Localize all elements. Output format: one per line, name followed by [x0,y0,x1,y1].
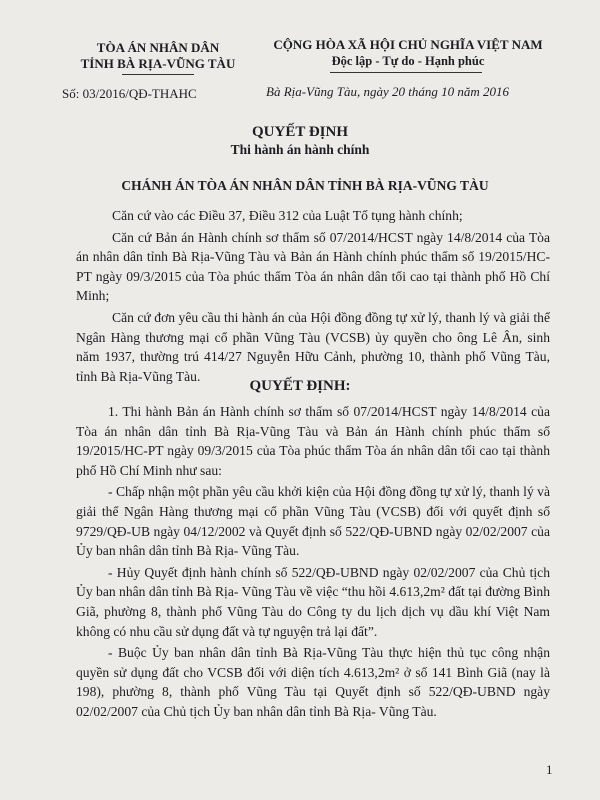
national-motto: Độc lập - Tự do - Hạnh phúc [331,54,485,68]
decision-item: - Buộc Ủy ban nhân dân tỉnh Bà Rịa-Vũng Tàu thực hiện thủ tục công nhận quyền sử dụng đất cho VCSB đối với diện tích 4.613,2m² ở số 141 Bình Giã (nay là 198), phường 8, thành phố Vũng Tàu tại Quyết định số 522/QĐ-UBND ngày 02/02/2007 của Chủ tịch Ủy ban nhân dân tỉnh Bà Rịa- Vũng Tàu. [76,645,550,719]
preamble-paragraph: Căn cứ vào các Điều 37, Điều 312 của Luật Tố tụng hành chính; [112,208,463,223]
decision-heading: QUYẾT ĐỊNH: [249,378,351,394]
preamble [76,206,550,388]
national-title: CỘNG HÒA XÃ HỘI CHỦ NGHĨA VIỆT NAM [273,37,543,52]
decision-item: - Hủy Quyết định hành chính số 522/QĐ-UBND ngày 02/02/2007 của Chủ tịch Ủy ban nhân dân tỉnh Bà Rịa- Vũng Tàu về việc “thu hồi 4.613,2m² đất tại đường Bình Giã, phường 8, thành phố Vũng Tàu do Công ty du lịch dịch vụ dầu khí Việt Nam không có nhu cầu sử dụng đất và tự nguyện trả lại đất”. [76,564,550,639]
decision-body [76,402,550,724]
issuer-heading: CHÁNH ÁN TÒA ÁN NHÂN DÂN TỈNH BÀ RỊA-VŨNG TÀU [121,178,489,193]
decision-item: 1. Thi hành Bản án Hành chính sơ thẩm số 07/2014/HCST ngày 14/8/2014 của Tòa án nhân dân tỉnh Bà Rịa-Vũng Tàu và Bản án Hành chính phúc thẩm số 19/2015/HC-PT ngày 09/3/2015 của Tòa phúc thẩm Tòa án nhân dân tối cao tại thành phố Hồ Chí Minh như sau: [76,404,550,478]
header-left-rule [122,74,194,75]
court-name-line2: TỈNH BÀ RỊA-VŨNG TÀU [80,56,236,71]
decision-subtitle: Thi hành án hành chính [230,142,370,157]
page-number: 1 [546,762,553,777]
preamble-paragraph: Căn cứ Bản án Hành chính sơ thẩm số 07/2014/HCST ngày 14/8/2014 của Tòa án nhân dân tỉnh Bà Rịa-Vũng Tàu và Bản án Hành chính phúc thẩm số 19/2015/HC-PT ngày 09/3/2015 của Tòa phúc thẩm Tòa án nhân dân tối cao tại thành phố Hồ Chí Minh; [76,229,550,304]
document-number: Số: 03/2016/QĐ-THAHC [62,86,197,101]
document-date: Bà Rịa-Vũng Tàu, ngày 20 tháng 10 năm 2016 [266,84,510,99]
header-right-rule [330,72,482,73]
preamble-paragraph: Căn cứ đơn yêu cầu thi hành án của Hội đồng đồng tự xử lý, thanh lý và giải thể Ngân Hàng thương mại cổ phần Vũng Tàu (VCSB) ủy quyền cho ông Lê Ân, sinh năm 1937, thường trú 414/27 Nguyễn Hữu Cảnh, phường 10, thành phố Vũng Tàu, tỉnh Bà Rịa-Vũng Tàu. [76,309,550,384]
decision-title: QUYẾT ĐỊNH [252,124,348,140]
court-name-line1: TÒA ÁN NHÂN DÂN [96,40,220,55]
decision-item: - Chấp nhận một phần yêu cầu khởi kiện của Hội đồng đồng tự xử lý, thanh lý và giải thể Ngân Hàng thương mại cổ phần Vũng Tàu (VCSB) đối với quyết định số 9729/QĐ-UB ngày 04/12/2002 và Quyết định số 522/QĐ-UBND ngày 02/02/2007 của Ủy ban nhân dân tỉnh Bà Rịa- Vũng Tàu. [76,484,550,559]
